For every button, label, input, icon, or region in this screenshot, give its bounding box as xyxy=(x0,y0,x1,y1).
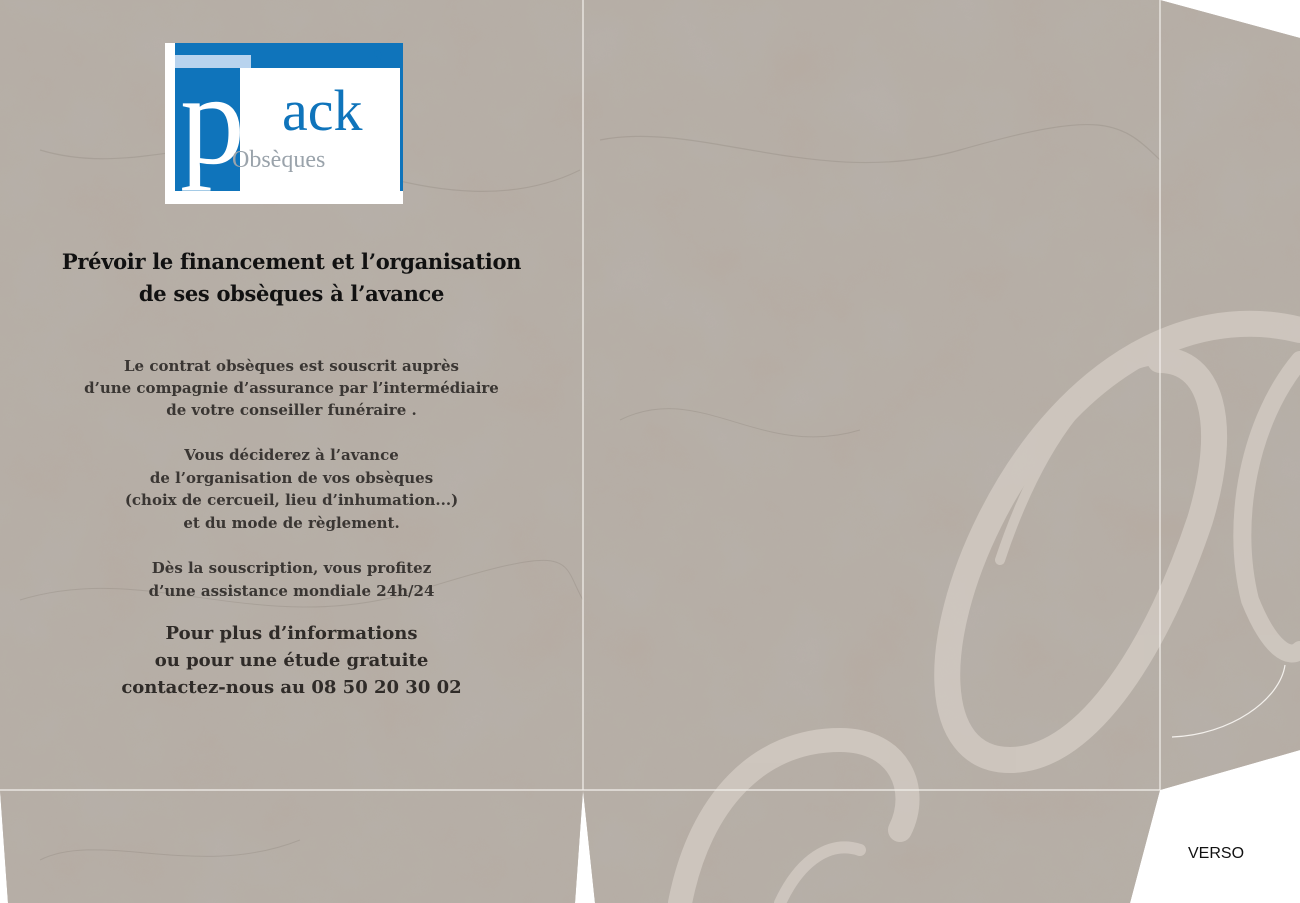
paragraph-3-line-2: d’une assistance mondiale 24h/24 xyxy=(148,582,435,600)
logo-subtitle: Obsèques xyxy=(232,147,326,173)
paragraph-2-line-3: (choix de cercueil, lieu d’inhumation...) xyxy=(124,491,459,509)
cta-line-2: ou pour une étude gratuite xyxy=(154,650,429,671)
paragraph-2-line-2: de l’organisation de vos obsèques xyxy=(149,469,434,487)
paragraph-1-line-2: d’une compagnie d’assurance par l’intermédiaire xyxy=(84,379,499,397)
side-label: VERSO xyxy=(1188,845,1245,862)
paragraph-1-line-1: Le contrat obsèques est souscrit auprès xyxy=(124,357,459,375)
paragraph-1-line-3: de votre conseiller funéraire . xyxy=(166,401,417,419)
cta-phone-line: contactez-nous au 08 50 20 30 02 xyxy=(121,677,462,698)
logo-initial: p xyxy=(180,48,245,192)
logo-apostrophe: ’ xyxy=(368,39,387,101)
headline-line-2: de ses obsèques à l’avance xyxy=(138,281,445,306)
paragraph-2-line-1: Vous déciderez à l’avance xyxy=(184,446,399,464)
headline-line-1: Prévoir le financement et l’organisation xyxy=(61,249,522,274)
paragraph-2-line-4: et du mode de règlement. xyxy=(183,514,400,532)
paragraph-3-line-1: Dès la souscription, vous profitez xyxy=(151,559,432,577)
logo-word: ack xyxy=(282,78,363,143)
cta-line-1: Pour plus d’informations xyxy=(165,623,418,644)
